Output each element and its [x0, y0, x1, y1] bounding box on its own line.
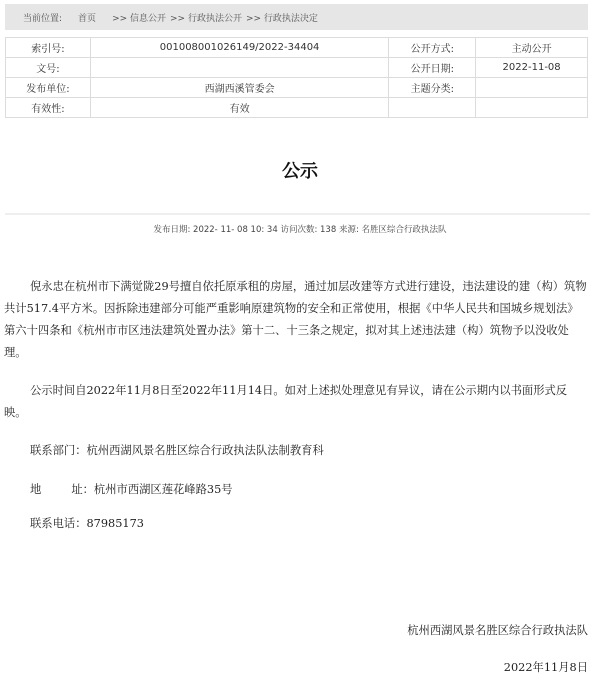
page-title: 公示	[282, 161, 318, 182]
doc-number-label: 文号:	[6, 58, 91, 78]
disclosure-date-label: 公开日期:	[389, 58, 476, 78]
contact-department-value: 杭州西湖风景名胜区综合行政执法队法制教育科	[86, 444, 324, 457]
contact-phone-label: 联系电话：	[30, 517, 87, 530]
publisher-label: 发布单位:	[6, 78, 91, 98]
doc-number-value	[90, 58, 389, 78]
topic-category-label: 主题分类:	[389, 78, 476, 98]
index-number-label: 索引号:	[6, 38, 91, 58]
signature-date: 2022年11月8日	[503, 661, 588, 674]
address-value: 杭州市西湖区莲花峰路35号	[93, 483, 233, 496]
disclosure-date-value: 2022-11-08	[476, 58, 588, 78]
article-meta: 发布日期: 2022- 11- 08 10: 34 访问次数: 138 来源: 名胜区综合行政执法队	[153, 225, 447, 235]
index-number-value: 001008001026149/2022-34404	[90, 38, 389, 58]
breadcrumb	[5, 4, 588, 30]
article-paragraph: 倪永忠在杭州市下满觉陇29号擅自依托原承租的房屋，通过加层改建等方式进行建设，违法建设的建（构）筑物共计517.4平方米。因拆除违建部分可能严重影响原建筑物的安全和正常使用，根据《中华人民共和国城乡规划法》第六十四条和《杭州市市区违法建筑处置办法》第十二、十三条之规定，拟对其上述违法建（构）筑物予以没收处理。	[4, 280, 587, 359]
publisher-value: 西湖西溪管委会	[90, 78, 389, 98]
address	[4, 479, 589, 501]
breadcrumb-info-open-link[interactable]: >> 信息公开	[112, 13, 167, 24]
empty-label-cell	[389, 98, 476, 118]
article-paragraph: 公示时间自2022年11月8日至2022年11月14日。如对上述拟处理意见有异议，请在公示期内以书面形式反映。	[4, 384, 568, 419]
table-row	[6, 98, 588, 118]
table-row	[6, 58, 588, 78]
breadcrumb-label: 当前位置:	[23, 13, 63, 24]
contact-phone	[4, 513, 589, 535]
table-row	[6, 38, 588, 58]
contact-department	[4, 440, 589, 462]
table-row	[6, 78, 588, 98]
validity-value: 有效	[90, 98, 389, 118]
address-label-part2: 址：	[71, 483, 94, 496]
address-label-part1: 地	[30, 483, 42, 496]
topic-category-value	[476, 78, 588, 98]
contact-department-label: 联系部门：	[30, 444, 87, 457]
validity-label: 有效性:	[6, 98, 91, 118]
breadcrumb-enforcement-decision-link[interactable]: >> 行政执法决定	[245, 13, 318, 24]
contact-phone-value: 87985173	[86, 517, 144, 530]
empty-value-cell	[476, 98, 588, 118]
signature-organization: 杭州西湖风景名胜区综合行政执法队	[407, 624, 588, 637]
disclosure-method-value: 主动公开	[476, 38, 588, 58]
document-info-table	[5, 37, 588, 118]
divider	[5, 213, 590, 215]
disclosure-method-label: 公开方式:	[389, 38, 476, 58]
breadcrumb-enforcement-open-link[interactable]: >> 行政执法公开	[170, 13, 242, 24]
breadcrumb-home-link[interactable]: 首页	[78, 13, 97, 24]
